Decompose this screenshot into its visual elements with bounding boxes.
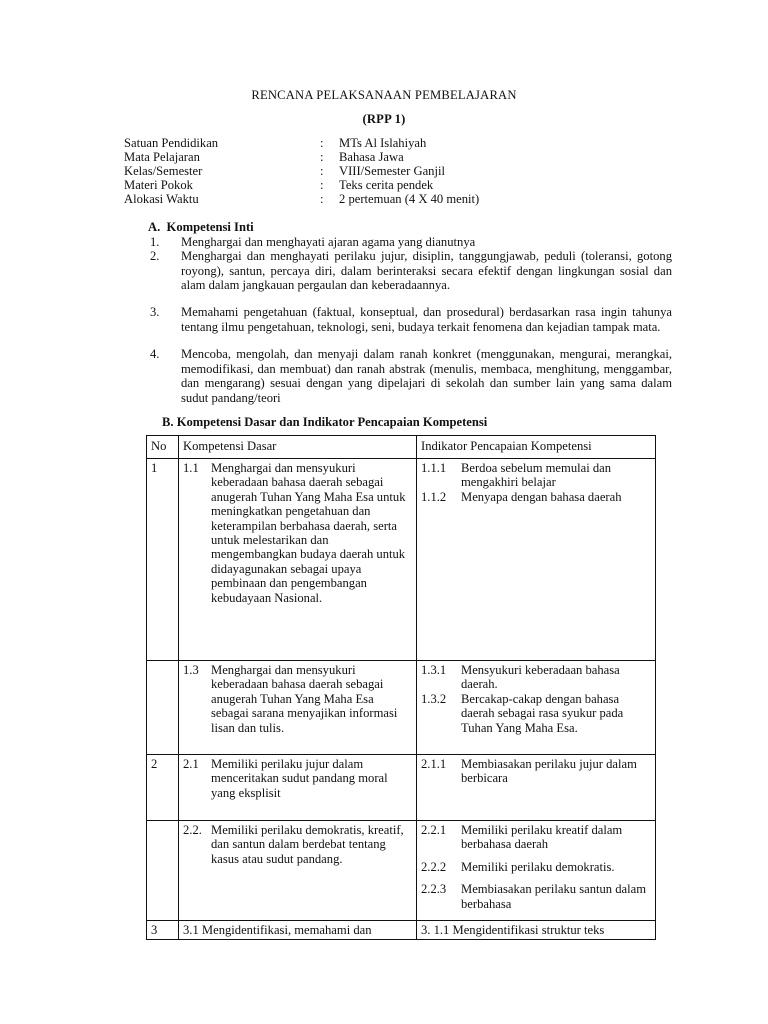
indicator-text: Membiasakan perilaku jujur dalam berbicara bbox=[461, 757, 637, 786]
indicator-code: 2.2.1 bbox=[421, 823, 447, 837]
indicator-cell bbox=[417, 921, 656, 940]
identity-colon: : bbox=[320, 150, 324, 164]
indicator-text: Bercakap-cakap dengan bahasa daerah sebagai rasa syukur pada Tuhan Yang Maha Esa. bbox=[461, 691, 624, 735]
kd-code: 3.1 bbox=[183, 923, 199, 937]
identity-label: Kelas/Semester bbox=[124, 164, 203, 178]
identity-label: Materi Pokok bbox=[124, 178, 193, 192]
column-header-no: No bbox=[147, 436, 179, 459]
column-header-indicator: Indikator Pencapaian Kompetensi bbox=[417, 436, 656, 459]
document-subtitle: (RPP 1) bbox=[362, 112, 406, 126]
kd-cell bbox=[179, 755, 417, 821]
indicator-text: Berdoa sebelum memulai dan mengakhiri belajar bbox=[461, 461, 612, 490]
indicator-code: 2.1.1 bbox=[421, 757, 447, 771]
row-number: 2 bbox=[147, 755, 179, 821]
row-number: 1 bbox=[147, 459, 179, 661]
kd-cell bbox=[179, 661, 417, 755]
ki-number: 2. bbox=[150, 249, 160, 263]
kd-text: Mengidentifikasi, memahami dan bbox=[201, 923, 372, 937]
indicator-text: Menyapa dengan bahasa daerah bbox=[461, 489, 622, 504]
indicator-code: 1.1.1 bbox=[421, 461, 447, 475]
indicator-text: Mensyukuri keberadaan bahasa daerah. bbox=[461, 663, 620, 692]
kd-code: 2.1 bbox=[183, 757, 199, 771]
table-row bbox=[147, 921, 656, 940]
identity-colon: : bbox=[320, 178, 324, 192]
indicator-code: 1.1.2 bbox=[421, 489, 447, 504]
table-row bbox=[147, 661, 656, 755]
ki-text: Menghargai dan menghayati perilaku jujur, disiplin, tanggungjawab, peduli (toleransi, gotong royong), santun, percaya diri, dalam berinteraksi secara efektif dengan lingkungan sosial dan alam dalam jangkauan pergaulan dan keberadaannya. bbox=[181, 249, 672, 293]
indicator-entry bbox=[421, 461, 651, 490]
kd-entry bbox=[183, 461, 412, 605]
indicator-code: 1.3.1 bbox=[421, 663, 447, 677]
kd-text: Memiliki perilaku demokratis, kreatif, dan santun dalam berdebat tentang kasus atau sudut pandang. bbox=[211, 823, 404, 866]
section-a-heading: A. Kompetensi Inti bbox=[148, 220, 254, 234]
indicator-cell bbox=[417, 459, 656, 661]
identity-value: VIII/Semester Ganjil bbox=[339, 164, 445, 178]
indicator-entry bbox=[421, 860, 651, 874]
document-title: RENCANA PELAKSANAAN PEMBELAJARAN bbox=[251, 88, 517, 102]
indicator-code: 2.2.2 bbox=[421, 859, 447, 874]
identity-value: Teks cerita pendek bbox=[339, 178, 434, 192]
kd-cell bbox=[179, 921, 417, 940]
indicator-cell bbox=[417, 661, 656, 755]
kd-code: 1.1 bbox=[183, 461, 199, 475]
row-number bbox=[147, 661, 179, 755]
kd-cell bbox=[179, 821, 417, 921]
column-header-kd: Kompetensi Dasar bbox=[179, 436, 417, 459]
kd-text: Menghargai dan mensyukuri keberadaan bahasa daerah sebagai anugerah Tuhan Yang Maha Esa sebagai sarana menyajikan informasi lisan dan tulis. bbox=[211, 663, 398, 735]
indicator-entry bbox=[421, 757, 651, 786]
table-row bbox=[147, 755, 656, 821]
indicator-entry bbox=[421, 663, 651, 692]
indicator-text: Mengidentifikasi struktur teks bbox=[452, 923, 605, 937]
indicator-cell bbox=[417, 755, 656, 821]
kd-text: Memiliki perilaku jujur dalam menceritakan sudut pandang moral yang eksplisit bbox=[211, 757, 388, 800]
indicator-text: Memiliki perilaku kreatif dalam berbahasa daerah bbox=[461, 823, 623, 852]
competency-table bbox=[146, 435, 656, 940]
kd-text: Menghargai dan mensyukuri keberadaan bahasa daerah sebagai anugerah Tuhan Yang Maha Esa untuk meningkatkan pengetahuan dan keterampilan berbahasa daerah, serta untuk melestarikan dan mengembangkan budaya daerah untuk didayagunakan sebagai upaya pembinaan dan pengembangan kebudayaan Nasional. bbox=[211, 461, 406, 605]
indicator-code: 1.3.2 bbox=[421, 691, 447, 706]
kd-code: 2.2. bbox=[183, 823, 202, 837]
indicator-text: Membiasakan perilaku santun dalam berbahasa bbox=[461, 882, 647, 911]
identity-label: Alokasi Waktu bbox=[124, 192, 199, 206]
identity-label: Mata Pelajaran bbox=[124, 150, 200, 164]
identity-value: 2 pertemuan (4 X 40 menit) bbox=[339, 192, 480, 206]
indicator-text: Memiliki perilaku demokratis. bbox=[461, 859, 615, 874]
indicator-entry bbox=[421, 692, 651, 735]
indicator-entry bbox=[421, 490, 651, 504]
section-b-heading: B. Kompetensi Dasar dan Indikator Pencapaian Kompetensi bbox=[162, 415, 488, 429]
kd-entry bbox=[183, 823, 412, 866]
indicator-code: 3. 1.1 bbox=[421, 923, 450, 937]
row-number: 3 bbox=[147, 921, 179, 940]
kd-entry bbox=[183, 757, 412, 800]
indicator-cell bbox=[417, 821, 656, 921]
row-number bbox=[147, 821, 179, 921]
table-row bbox=[147, 821, 656, 921]
table-row bbox=[147, 459, 656, 661]
identity-colon: : bbox=[320, 192, 324, 206]
ki-text: Memahami pengetahuan (faktual, konseptual, dan prosedural) berdasarkan rasa ingin tahunya tentang ilmu pengetahuan, teknologi, seni, budaya terkait fenomena dan kejadian tampak mata. bbox=[181, 305, 672, 334]
ki-text: Mencoba, mengolah, dan menyaji dalam ranah konkret (menggunakan, mengurai, merangkai, memodifikasi, dan membuat) dan ranah abstrak (menulis, membaca, menghitung, menggambar, dan mengarang) sesuai dengan yang dipelajari di sekolah dan sumber lain yang sama dalam sudut pandang/teori bbox=[181, 347, 672, 405]
kd-entry bbox=[183, 663, 412, 735]
ki-number: 3. bbox=[150, 305, 160, 319]
ki-number: 1. bbox=[150, 235, 160, 249]
identity-value: MTs Al Islahiyah bbox=[339, 136, 427, 150]
ki-text: Menghargai dan menghayati ajaran agama yang dianutnya bbox=[181, 235, 476, 249]
kd-cell bbox=[179, 459, 417, 661]
ki-number: 4. bbox=[150, 347, 160, 361]
table-header-row bbox=[147, 436, 656, 459]
identity-colon: : bbox=[320, 164, 324, 178]
indicator-entry bbox=[421, 823, 651, 852]
identity-colon: : bbox=[320, 136, 324, 150]
indicator-entry bbox=[421, 882, 651, 911]
indicator-code: 2.2.3 bbox=[421, 882, 447, 897]
identity-value: Bahasa Jawa bbox=[339, 150, 404, 164]
identity-label: Satuan Pendidikan bbox=[124, 136, 219, 150]
kd-code: 1.3 bbox=[183, 663, 199, 677]
